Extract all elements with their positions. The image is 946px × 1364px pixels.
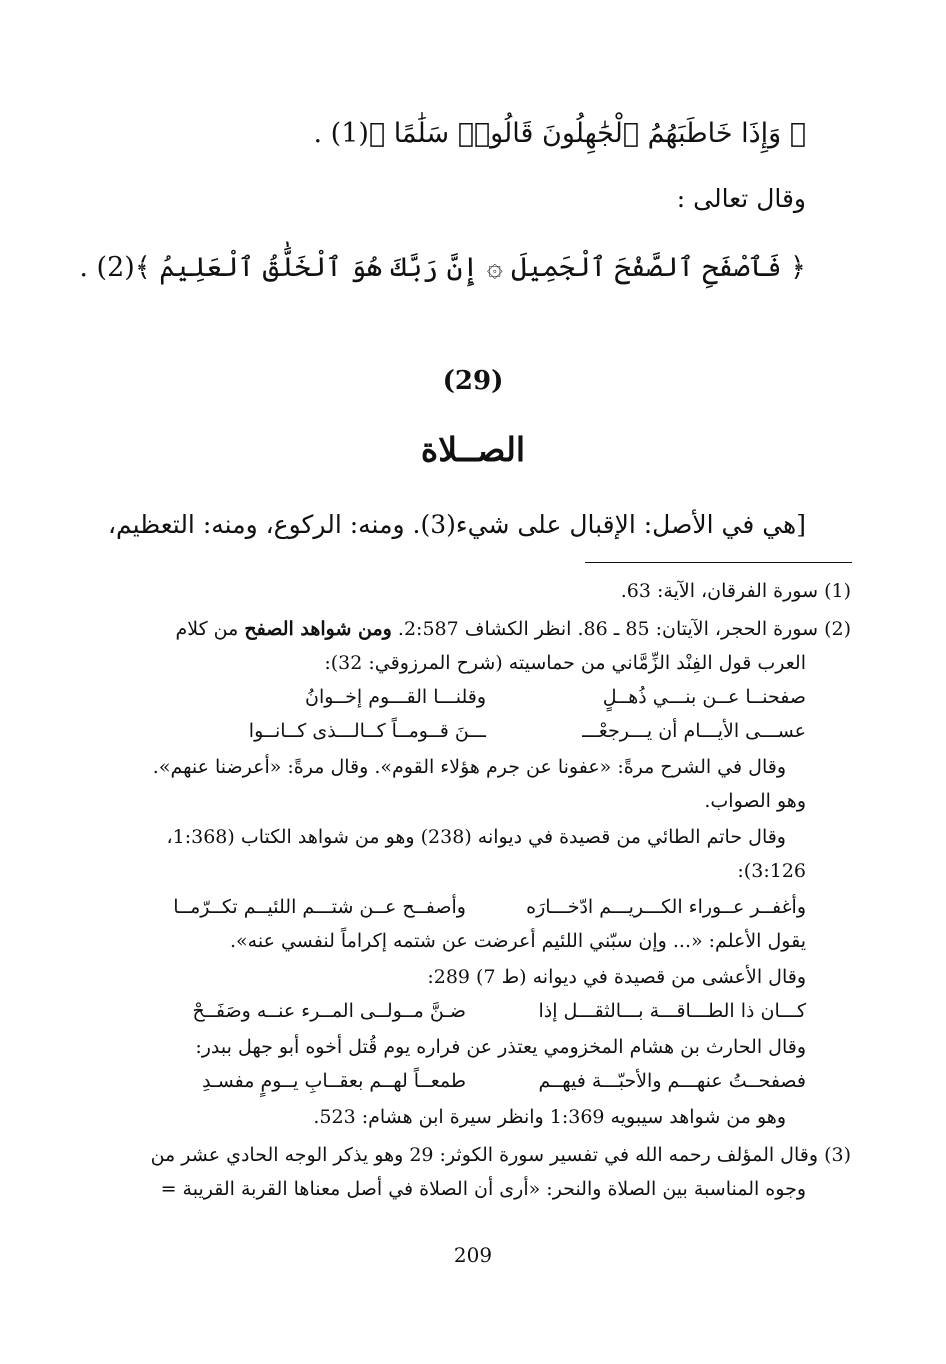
verse-2-second-hemistich: ـــنَ قــومــاً كــالـــذى كــانــوا (248, 720, 486, 742)
footnote-2-line-7: وقال حاتم الطائي من قصيدة في ديوانه (238) وهو من شواهد الكتاب (1:368، (166, 826, 786, 848)
footnote-2-line-11: وقال الأعشى من قصيدة في ديوانه (ط 7) 289: (427, 966, 806, 988)
verse-2-first-hemistich: عســـى الأيـــام أن يـــرجعْـــ (582, 720, 806, 742)
footnote-3-line-2: وجوه المناسبة بين الصلاة والنحر: «أرى أن الصلاة في أصل معناها القربة القريبة = (160, 1178, 806, 1200)
footnote-3-line-1: (3) وقال المؤلف رحمه الله في تفسير سورة الكوثر: 29 وهو يذكر الوجه الحادي عشر من (150, 1144, 851, 1166)
quran-verse-2: ﴿ فَٱصْفَحِ ٱلصَّفْحَ ٱلْجَمِيلَ ۞ إِنَّ رَبَّكَ هُوَ ٱلْخَلَّٰقُ ٱلْعَلِيمُ ﴾(2) . (79, 252, 806, 283)
footnote-2-line-6: وهو الصواب. (704, 790, 806, 812)
verse-3-first-hemistich: وأغفــر عــوراء الكـــريـــم ادّخـــارَه (526, 896, 806, 918)
page-number: 209 (453, 1243, 493, 1267)
verse-5-first-hemistich: فصفحــتُ عنهـــم والأحبّـــة فيهــم (538, 1070, 806, 1092)
verse-1-second-hemistich: وقلنـــا القـــوم إخــوانُ (304, 686, 486, 708)
verse-1-first-hemistich: صفحنــا عــن بنـــي ذُهــلٍ (602, 686, 806, 708)
footnote-2-line-15: وهو من شواهد سيبويه 1:369 وانظر سيرة ابن هشام: 523. (313, 1106, 786, 1128)
body-text-line: [هي في الأصل: الإقبال على شيء(3). ومنه: الركوع، ومنه: التعظيم، (107, 510, 806, 539)
said-line: وقال تعالى : (676, 184, 806, 213)
footnote-2-line-5: وقال في الشرح مرةً: «عفونا عن جرم هؤلاء القوم». وقال مرةً: «أعرضنا عنهم». (152, 756, 786, 778)
section-number: (29) (442, 366, 504, 396)
footnote-2-line-13: وقال الحارث بن هشام المخزومي يعتذر عن فراره يوم قُتل أخوه أبو جهل ببدر: (195, 1036, 806, 1058)
fn2-text-b: من كلام (175, 618, 245, 640)
fn2-text-a: (2) سورة الحجر، الآيتان: 85 ـ 86. انظر الكشاف 2:587. (391, 618, 851, 640)
footnote-2-line-8: 3:126): (737, 860, 806, 882)
footnote-1: (1) سورة الفرقان، الآية: 63. (620, 580, 851, 602)
verse-4-second-hemistich: ضـنَّ مــولــى المــرء عنــه وصَفَــحْ (192, 1000, 466, 1022)
footnote-separator (585, 562, 852, 563)
footnote-2-line-2: العرب قول الفِنْد الزِّمَّاني من حماسيته (شرح المرزوقي: 32): (324, 652, 806, 674)
verse-3-second-hemistich: وأصفــح عــن شتـــم اللئيــم تكــرّمــا (173, 896, 466, 918)
section-title: الصــلاة (420, 430, 526, 469)
fn2-bold-phrase: ومن شواهد الصفح (244, 618, 392, 640)
footnote-2-line-1 (176, 618, 852, 640)
verse-5-second-hemistich: طمعــاً لهــم بعقــابِ يــومٍ مفسـدِ (202, 1070, 466, 1092)
footnote-2-line-10: يقول الأعلم: «... وإن سبّني اللئيم أعرضت عن شتمه إكراماً لنفسي عنه». (230, 930, 806, 952)
quran-verse-1: ﴿ وَإِذَا خَاطَبَهُمُ ٱلْجَٰهِلُونَ قَالُوا۟ سَلَٰمًا ﴾(1) . (313, 118, 806, 149)
verse-4-first-hemistich: كـــان ذا الطـــاقـــة بـــالثقـــل إذا (538, 1000, 806, 1022)
